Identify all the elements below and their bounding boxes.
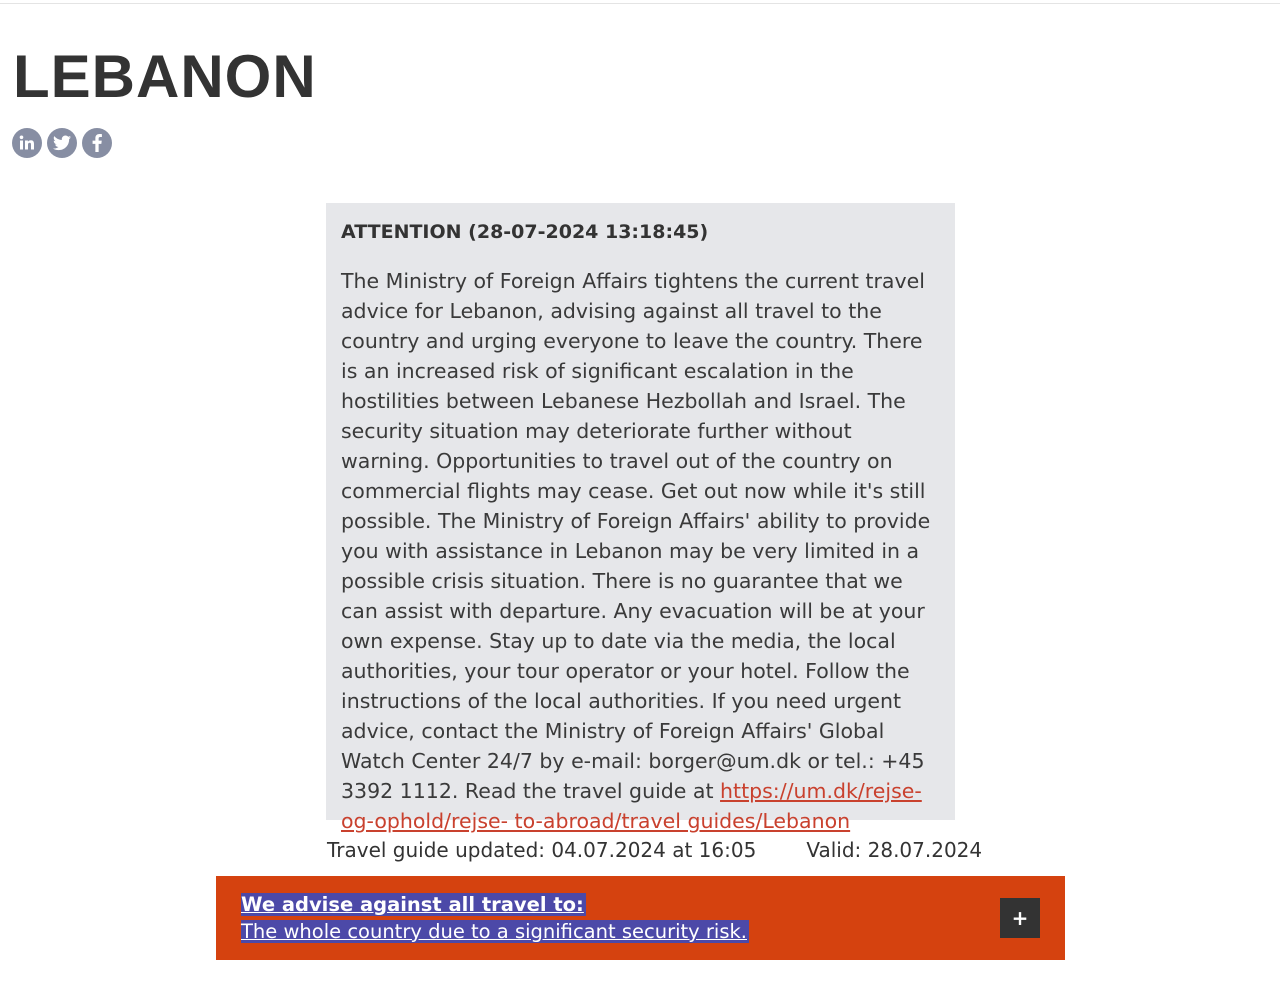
- banner-text: [241, 891, 749, 945]
- updated-date: Travel guide updated: 04.07.2024 at 16:05: [327, 838, 757, 862]
- twitter-icon[interactable]: [47, 128, 77, 158]
- facebook-icon[interactable]: [82, 128, 112, 158]
- alert-body: [341, 266, 940, 836]
- share-buttons: [12, 128, 112, 158]
- expand-button[interactable]: +: [1000, 898, 1040, 938]
- travel-advice-banner[interactable]: [216, 876, 1065, 960]
- travel-guide-link[interactable]: https://um.dk/rejse-og-ophold/rejse- to-abroad/travel guides/Lebanon: [341, 779, 922, 833]
- travel-guide-meta: [327, 836, 982, 864]
- alert-body-text: The Ministry of Foreign Affairs tightens the current travel advice for Lebanon, advising against all travel to the country and urging everyone to leave the country. There is an increased risk of significant escalation in the hostilities between Lebanese Hezbollah and Israel. The security situation may deteriorate further without warning. Opportunities to travel out of the country on commercial flights may cease. Get out now while it's still possible. The Ministry of Foreign Affairs' ability to provide you with assistance in Lebanon may be very limited in a possible crisis situation. There is no guarantee that we can assist with departure. Any evacuation will be at your own expense. Stay up to date via the media, the local authorities, your tour operator or your hotel. Follow the instructions of the local authorities. If you need urgent advice, contact the Ministry of Foreign Affairs' Global Watch Center 24/7 by e-mail: borger@um.dk or tel.: +45 3392 1112. Read the travel guide at: [341, 269, 931, 803]
- linkedin-icon[interactable]: [12, 128, 42, 158]
- alert-heading: ATTENTION (28-07-2024 13:18:45): [341, 221, 709, 243]
- banner-heading[interactable]: We advise against all travel to:: [241, 893, 584, 916]
- page-title: LEBANON: [13, 43, 317, 110]
- banner-detail[interactable]: The whole country due to a significant security risk.: [241, 920, 747, 943]
- top-divider: [0, 0, 1280, 4]
- attention-alert: [326, 203, 955, 833]
- valid-date: Valid: 28.07.2024: [806, 838, 983, 862]
